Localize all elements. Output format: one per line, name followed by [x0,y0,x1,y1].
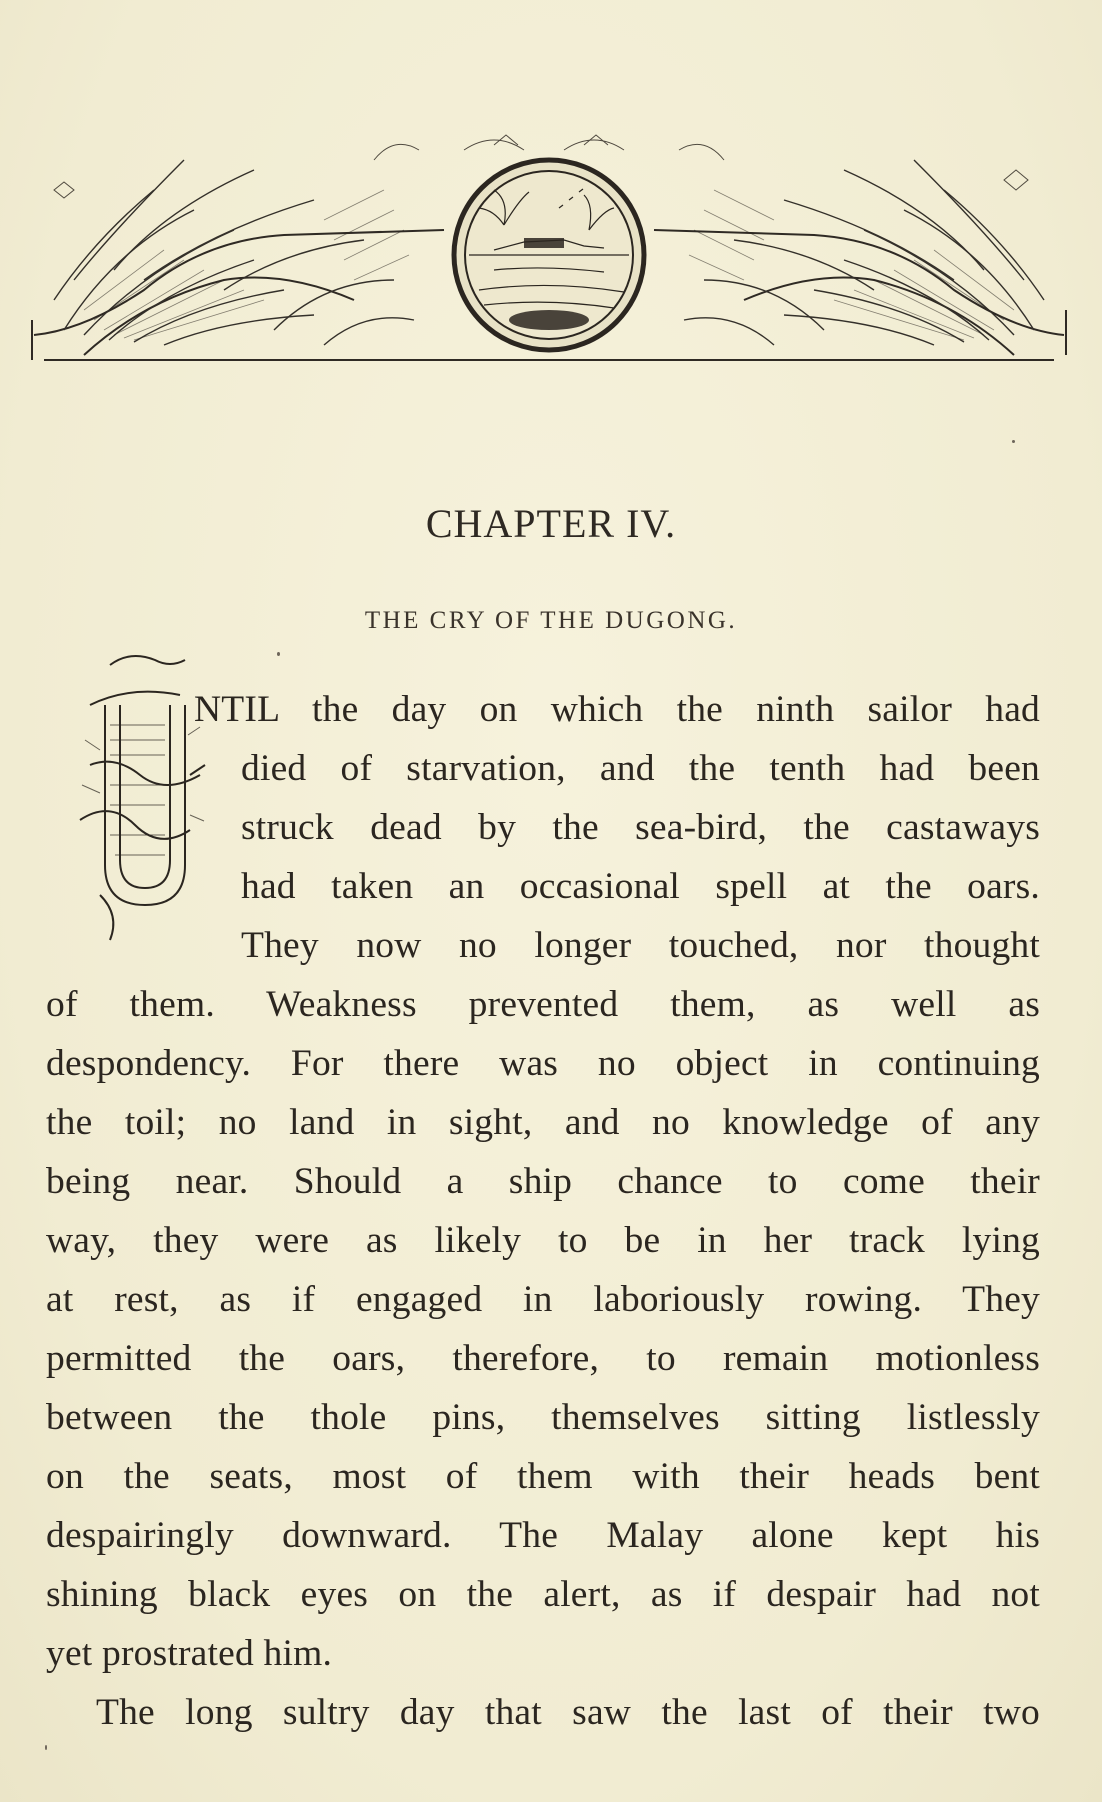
text-line: despairingly downward. The Malay alone kept his [46,1515,1040,1556]
chapter-subtitle: THE CRY OF THE DUGONG. [364,607,738,634]
text-line: had taken an occasional spell at the oars. [241,866,1040,907]
text-line: They now no longer touched, nor thought [241,925,1040,966]
text-line: being near. Should a ship chance to come their [46,1161,1040,1202]
text-line: at rest, as if engaged in laboriously rowing. They [46,1279,1040,1320]
text-line: of them. Weakness prevented them, as well as [46,984,1040,1025]
text-line: way, they were as likely to be in her track lying [46,1220,1040,1261]
print-speck [1012,440,1015,443]
print-speck [45,1745,47,1750]
print-speck [277,652,280,656]
ornamental-headpiece-illustration [24,130,1074,380]
text-line: struck dead by the sea-bird, the castaways [241,807,1040,848]
text-line: died of starvation, and the tenth had been [241,748,1040,789]
text-line: the toil; no land in sight, and no knowledge of any [46,1102,1040,1143]
text-line: The long sultry day that saw the last of their two [96,1692,1040,1733]
text-line: on the seats, most of them with their heads bent [46,1456,1040,1497]
text-line: shining black eyes on the alert, as if despair had not [46,1574,1040,1615]
text-line: yet prostrated him. [46,1633,333,1674]
text-line: despondency. For there was no object in continuing [46,1043,1040,1084]
text-line: NTIL the day on which the ninth sailor had [194,689,1040,730]
text-line: permitted the oars, therefore, to remain motionless [46,1338,1040,1379]
chapter-heading: CHAPTER IV. [425,501,677,546]
paragraph [46,1683,1040,1742]
paragraph [46,680,1040,1683]
body-text [46,680,1040,1742]
text-line: between the thole pins, themselves sitting listlessly [46,1397,1040,1438]
